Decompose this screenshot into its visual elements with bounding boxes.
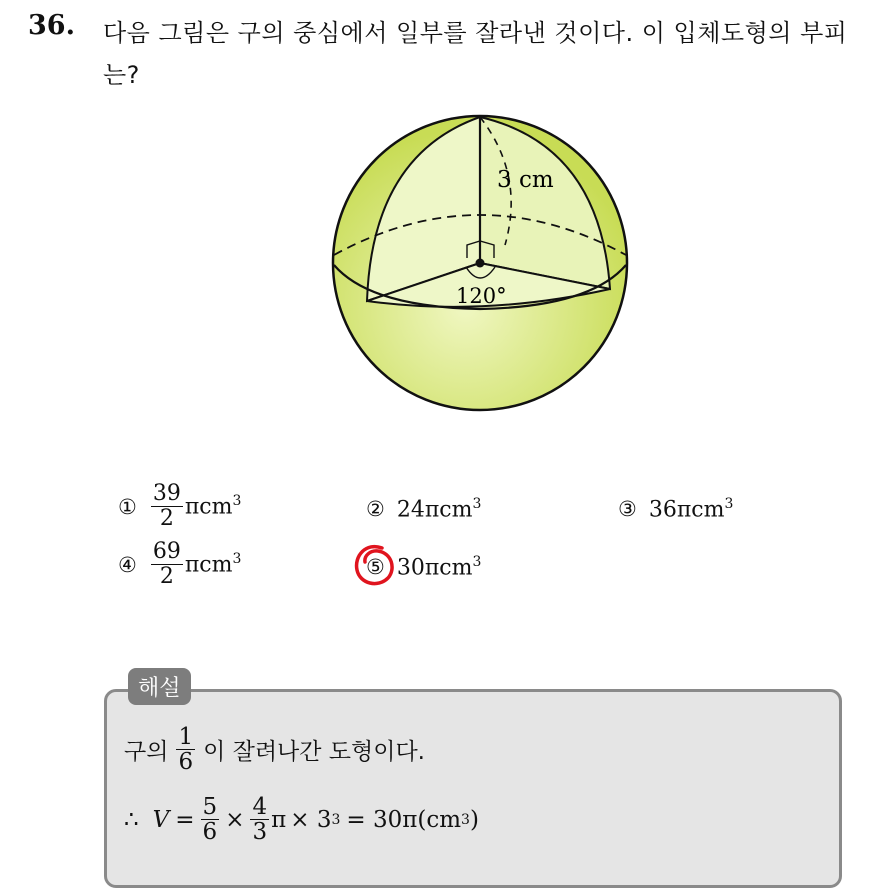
answer-circle-mark	[352, 542, 398, 590]
choice-4[interactable]: ④ $\frac{69}{2}$ πcm$^3$	[118, 539, 242, 589]
choice-3[interactable]: ③ 36πcm$^3$	[618, 496, 734, 523]
fraction: $\frac{1}{6}$	[178, 724, 194, 775]
question-number: 36.	[28, 10, 75, 41]
choice-1[interactable]: ① $\frac{39}{2}$ πcm$^3$	[118, 481, 242, 531]
sphere-figure	[300, 95, 660, 425]
radius-label: 3 cm	[497, 167, 554, 193]
fraction: $\frac{4}{3}$	[252, 794, 268, 845]
solution-line-2: ∴ V = $\frac{5}{6}$ × $\frac{4}{3}$ π × 3 3 = 30π(cm 3 )	[124, 794, 479, 845]
angle-label: 120°	[456, 284, 507, 308]
choice-2[interactable]: ② 24πcm$^3$	[366, 496, 482, 523]
solution-line-1: 구의 $\frac{1}{6}$ 이 잘려나간 도형이다.	[124, 724, 425, 775]
fraction: $\frac{5}{6}$	[202, 794, 218, 845]
solution-box	[104, 689, 842, 888]
center-point	[476, 259, 485, 268]
question-text: 다음 그림은 구의 중심에서 일부를 잘라낸 것이다. 이 입체도형의 부피는?	[103, 19, 848, 89]
choice-5[interactable]: ⑤ 30πcm$^3$	[366, 554, 482, 581]
solution-tag: 해설	[128, 668, 191, 705]
fraction: $\frac{39}{2}$	[152, 481, 181, 531]
fraction: $\frac{69}{2}$	[152, 539, 181, 589]
